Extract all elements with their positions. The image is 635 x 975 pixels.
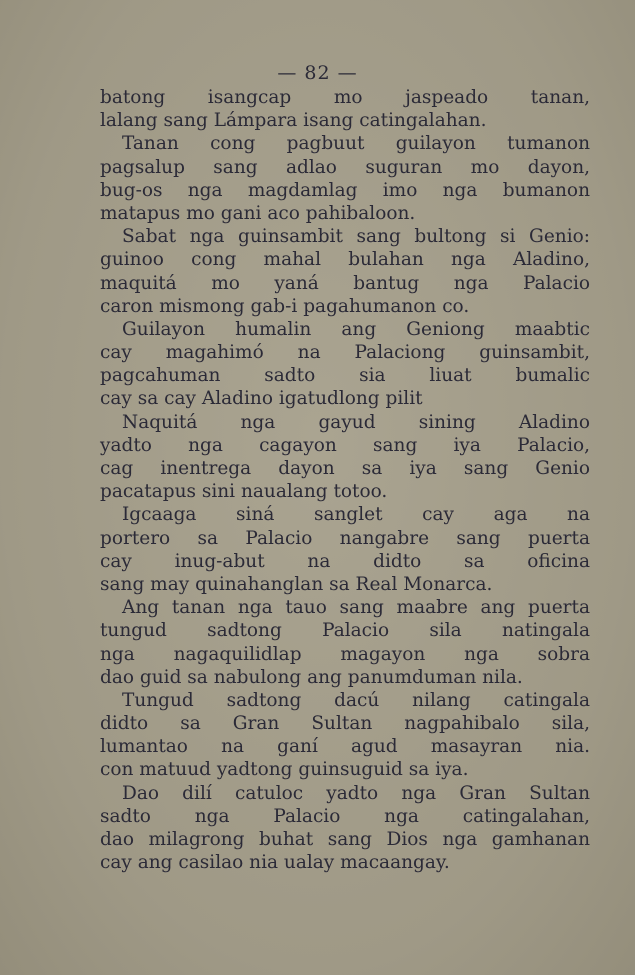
text-line: sadto nga Palacio nga catingalahan, [100,805,590,827]
text-line: lalang sang Lámpara isang catingalahan. [100,110,487,132]
text-line: yadto nga cagayon sang iya Palacio, [100,434,590,456]
text-line: cay magahimó na Palaciong guinsambit, [100,342,590,364]
text-line: caron mismong gab-i pagahumanon co. [100,295,470,317]
text-line: nga nagaquilidlap magayon nga sobra [100,643,590,665]
text-line: bug-os nga magdamlag imo nga bumanon [100,179,590,201]
text-line: lumantao na ganí agud masayran nia. [100,736,590,758]
text-line: cay inug-abut na didto sa oficina [100,550,590,572]
text-line: cay sa cay Aladino igatudlong pilit [100,388,423,410]
page-number: — 82 — [277,62,358,84]
text-line: Tanan cong pagbuut guilayon tumanon [122,133,590,155]
text-line: dao milagrong buhat sang Dios nga gamhanan [100,829,590,850]
text-line: didto sa Gran Sultan nagpahibalo sila, [100,713,590,735]
text-line: guinoo cong mahal bulahan nga Aladino, [100,249,590,271]
text-line: Igcaaga siná sanglet cay aga na [122,504,590,526]
text-line: matapus mo gani aco pahibaloon. [100,202,416,224]
poem-text [100,86,590,874]
text-line: Ang tanan nga tauo sang maabre ang puerta [122,597,590,619]
text-line: Naquitá nga gayud sining Aladino [122,411,590,433]
text-line: Dao dilí catuloc yadto nga Gran Sultan [122,782,590,804]
text-line: pacatapus sini naualang totoo. [100,481,388,503]
text-line: con matuud yadtong guinsuguid sa iya. [100,759,469,781]
text-line: cag inentrega dayon sa iya sang Genio [100,458,590,479]
text-line: Guilayon humalin ang Geniong maabtic [122,318,590,340]
text-line: Sabat nga guinsambit sang bultong si Genio: [122,226,590,248]
text-line: sang may quinahanglan sa Real Monarca. [100,573,493,595]
text-line: cay ang casilao nia ualay macaangay. [100,852,450,874]
text-line: maquitá mo yaná bantug nga Palacio [100,272,590,294]
text-line: tungud sadtong Palacio sila natingala [100,620,590,642]
text-line: batong isangcap mo jaspeado tanan, [100,87,590,108]
text-line: pagsalup sang adlao suguran mo dayon, [100,156,590,178]
text-line: dao guid sa nabulong ang panumduman nila. [100,666,523,688]
text-line: pagcahuman sadto sia liuat bumalic [100,365,590,387]
text-line: portero sa Palacio nangabre sang puerta [100,527,590,549]
text-line: Tungud sadtong dacú nilang catingala [122,689,590,711]
